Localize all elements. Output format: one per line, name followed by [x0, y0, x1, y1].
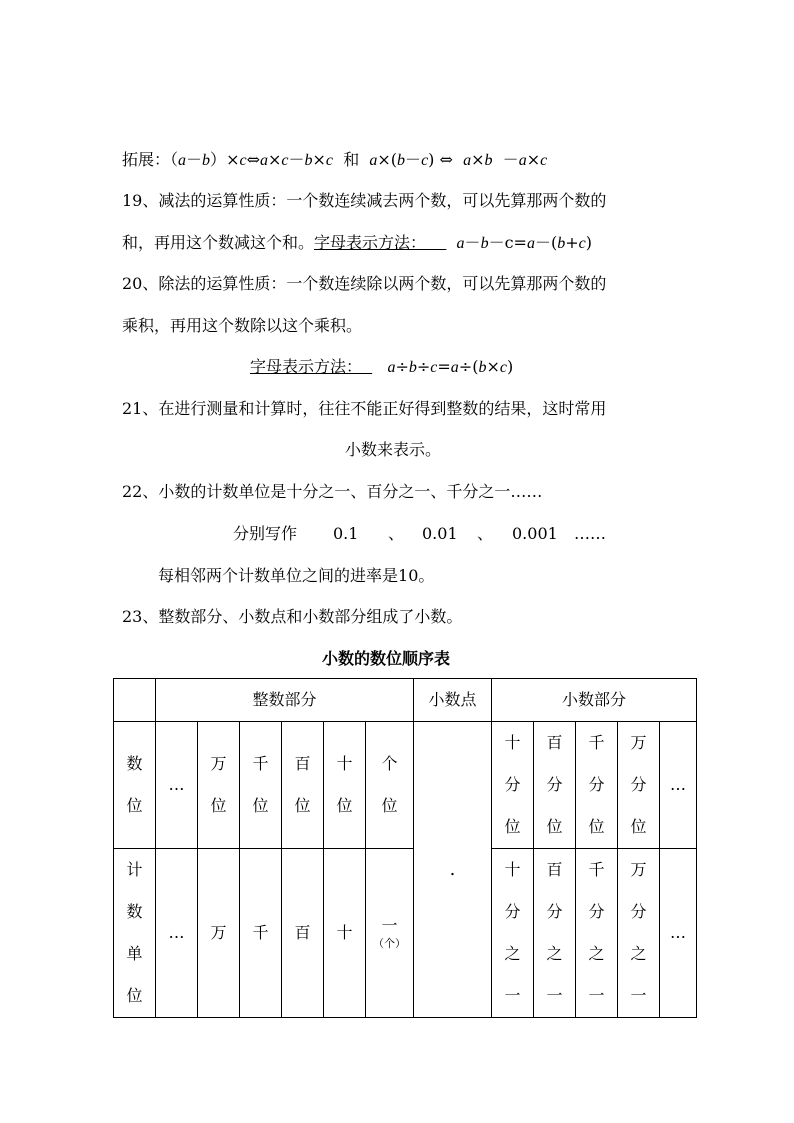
- header-decimal: 小数部分: [492, 679, 697, 722]
- unit-cell: 千: [240, 849, 282, 1018]
- unit-cell: 千 分 之 一: [576, 849, 618, 1018]
- unit-cell: 百: [282, 849, 324, 1018]
- unit-cell: 十: [324, 849, 366, 1018]
- ellipsis-cell: …: [660, 849, 697, 1018]
- op: ×: [471, 150, 485, 169]
- rate-text: 每相邻两个计数单位之间的进率是: [158, 566, 399, 585]
- formula-label: 字母表示方法：: [250, 357, 363, 376]
- var: c: [239, 152, 247, 169]
- item22-write-label: 分别写作: [233, 524, 298, 543]
- var: a: [387, 359, 396, 376]
- op: －: [186, 150, 203, 169]
- item22-line1: [122, 482, 542, 502]
- var: a: [369, 152, 378, 169]
- ellipsis: ……: [574, 524, 606, 543]
- place-row: [114, 722, 697, 849]
- var: b: [557, 235, 566, 252]
- paren: ）: [210, 150, 227, 169]
- item-number: 21: [122, 399, 143, 418]
- ellipsis-cell: …: [660, 722, 697, 849]
- op: =: [437, 357, 451, 376]
- item-text: 、在进行测量和计算时，往往不能正好得到整数的结果，这时常用: [142, 399, 607, 418]
- place-cell: 千 分 位: [576, 722, 618, 849]
- underline-gap: [362, 357, 372, 376]
- item-number: 20: [122, 274, 143, 293]
- op: ×: [267, 150, 282, 169]
- item21-line1: [122, 399, 606, 419]
- op: +: [565, 233, 579, 252]
- op: －: [405, 150, 422, 169]
- op: ×: [226, 150, 240, 169]
- ellipsis-cell: …: [156, 849, 198, 1018]
- op: ÷: [416, 357, 431, 376]
- place-cell: 万 位: [198, 722, 240, 849]
- row-label-unit: 计 数 单 位: [114, 849, 156, 1018]
- op: －c=: [488, 233, 527, 252]
- unit-cell-one: 一 （个）: [366, 849, 414, 1018]
- paren: ): [428, 150, 435, 169]
- item20-formula: [250, 357, 513, 378]
- var: a: [178, 152, 187, 169]
- item19-line1: [122, 191, 606, 211]
- item-text: 、小数的计数单位是十分之一、百分之一、千分之一……: [142, 482, 543, 501]
- unit-cell: 百 分 之 一: [534, 849, 576, 1018]
- item-text: 、整数部分、小数点和小数部分组成了小数。: [142, 607, 463, 626]
- var: c: [578, 235, 586, 252]
- table-title: 小数的数位顺序表: [322, 649, 451, 668]
- header-integer: 整数部分: [156, 679, 414, 722]
- item-text: 、除法的运算性质：一个数连续除以两个数，可以先算那两个数的: [142, 274, 607, 293]
- place-cell: 百 分 位: [534, 722, 576, 849]
- item20-line2: [122, 316, 362, 336]
- unit-row: [114, 849, 697, 1018]
- place-cell: 百 位: [282, 722, 324, 849]
- var: b: [480, 235, 489, 252]
- paren: ): [585, 233, 592, 252]
- var: a: [450, 359, 459, 376]
- item-number: 23: [122, 607, 143, 626]
- place-cell: 十 位: [324, 722, 366, 849]
- place-cell: 十 分 位: [492, 722, 534, 849]
- header-point: 小数点: [414, 679, 492, 722]
- var: c: [281, 152, 289, 169]
- op: ×: [526, 150, 541, 169]
- unit-cell: 万 分 之 一: [618, 849, 660, 1018]
- item21-line2: [345, 440, 441, 460]
- item-text: 和，再用这个数减这个和。: [122, 233, 315, 252]
- var: c: [421, 152, 429, 169]
- op: －: [502, 150, 519, 169]
- var: c: [430, 359, 438, 376]
- rate-value: 10: [398, 566, 419, 585]
- corner-cell: [114, 679, 156, 722]
- decimal-point-cell: .: [414, 722, 492, 1018]
- var: b: [202, 152, 211, 169]
- item23-line1: [122, 607, 462, 627]
- item19-line2: [122, 233, 592, 254]
- place-value-table: [113, 678, 697, 1018]
- var: b: [484, 152, 493, 169]
- item-number: 22: [122, 482, 143, 501]
- place-cell: 万 分 位: [618, 722, 660, 849]
- unit-cell: 十 分 之 一: [492, 849, 534, 1018]
- rate-end: 。: [418, 566, 435, 585]
- var: b: [397, 152, 406, 169]
- var: c: [540, 152, 548, 169]
- var: c: [499, 359, 507, 376]
- item-text: 小数来表示。: [345, 440, 442, 459]
- var: a: [463, 152, 472, 169]
- op: ×(: [377, 150, 398, 169]
- op: ×: [486, 357, 500, 376]
- op: －: [464, 233, 481, 252]
- var: a: [259, 152, 268, 169]
- var: b: [304, 152, 313, 169]
- var: b: [408, 359, 417, 376]
- paren: ): [506, 357, 514, 376]
- expand-label: 拓展：: [122, 150, 171, 169]
- item-text: 、减法的运算性质：一个数连续减去两个数，可以先算那两个数的: [142, 191, 607, 210]
- op: ÷(: [458, 357, 479, 376]
- unit-cell: 万: [198, 849, 240, 1018]
- and-word: 和: [343, 150, 360, 169]
- value-0-01: 0.01: [422, 524, 458, 543]
- op: －(: [534, 233, 558, 252]
- expand-line: [122, 150, 547, 171]
- value-0-1: 0.1: [333, 524, 359, 543]
- paren: （: [170, 150, 179, 169]
- formula-label: 字母表示方法：: [314, 233, 427, 252]
- underline-gap: [426, 233, 446, 252]
- op: ÷: [395, 357, 409, 376]
- place-cell: 千 位: [240, 722, 282, 849]
- var: c: [325, 152, 334, 169]
- var: b: [478, 359, 487, 376]
- var: a: [456, 235, 465, 252]
- var: a: [526, 235, 535, 252]
- item22-rate-line: [158, 566, 434, 586]
- var: a: [518, 152, 527, 169]
- place-cell: 个 位: [366, 722, 414, 849]
- separator: 、: [477, 524, 494, 543]
- value-0-001: 0.001: [512, 524, 558, 543]
- item-number: 19: [122, 191, 143, 210]
- row-label-place: 数 位: [114, 722, 156, 849]
- table-header-row: [114, 679, 697, 722]
- op: －: [288, 150, 305, 169]
- op: ⇔: [439, 150, 453, 169]
- ellipsis-cell: …: [156, 722, 198, 849]
- item-text: 乘积，再用这个数除以这个乘积。: [122, 316, 363, 335]
- op: ×: [312, 150, 326, 169]
- item20-line1: [122, 274, 606, 294]
- op: ⇔: [246, 150, 260, 169]
- separator: 、: [388, 524, 405, 543]
